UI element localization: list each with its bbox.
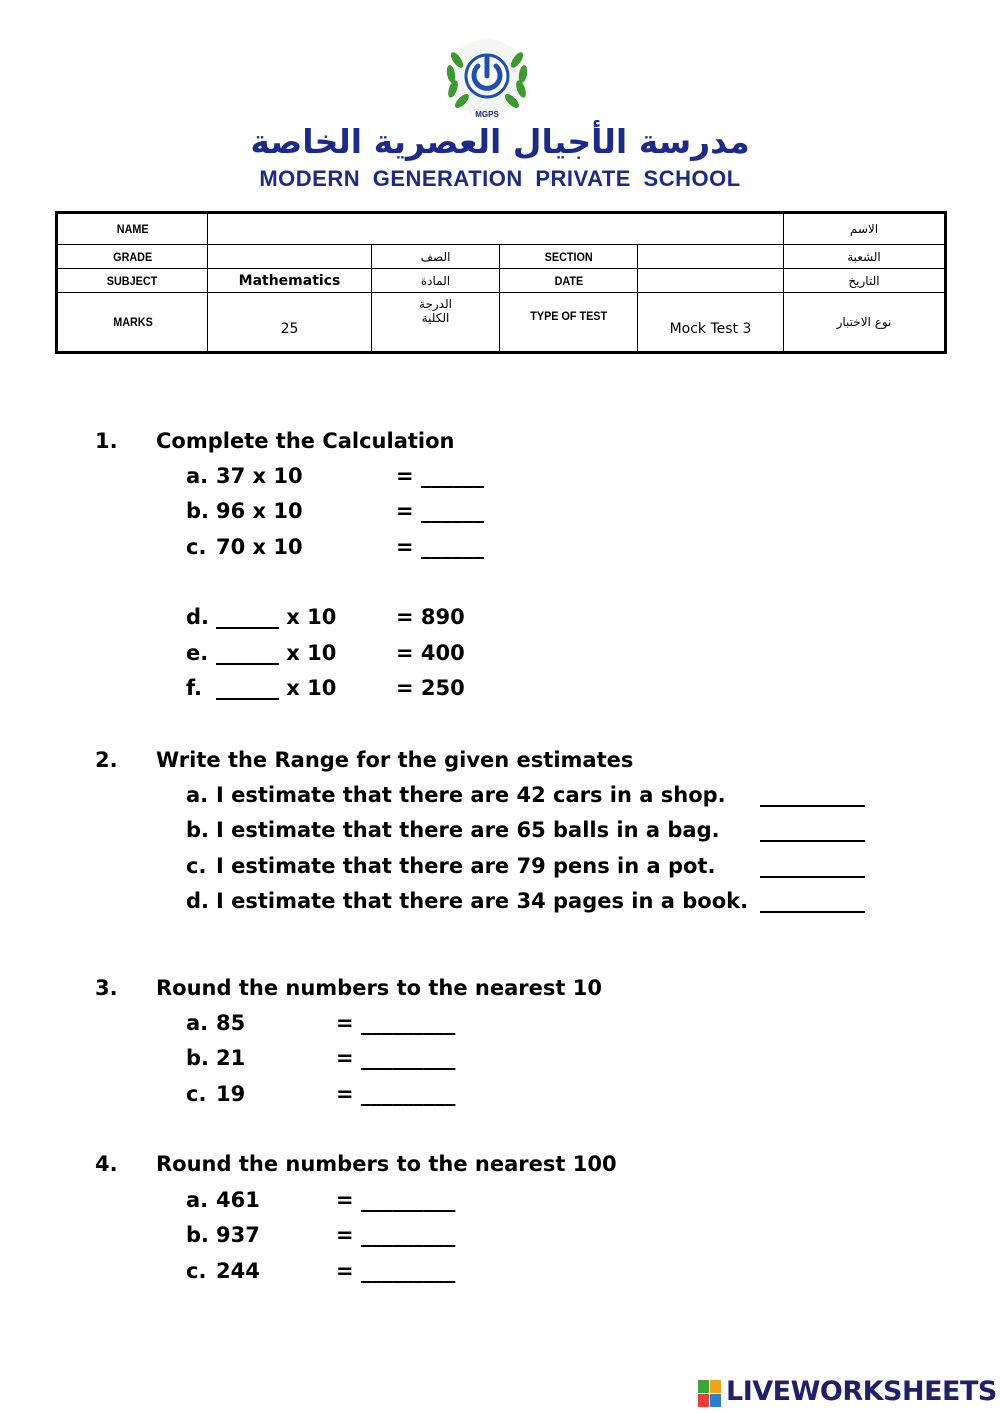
item-text: I estimate that there are 34 pages in a book.: [216, 889, 749, 913]
name-label-cell: NAME: [57, 213, 208, 245]
item-text: 461: [216, 1188, 260, 1212]
total-label-ar-cell: الدرجة الكلية: [372, 293, 500, 353]
section-label-ar-cell: الشعبة: [784, 245, 946, 269]
answer-blank[interactable]: = ______: [396, 499, 484, 523]
date-label-cell: DATE: [500, 269, 638, 293]
answer-blank[interactable]: = ______: [396, 535, 484, 559]
item-result: = 250: [396, 676, 465, 700]
school-name-arabic: مدرسة الأجيال العصرية الخاصة: [250, 122, 750, 161]
answer-blank[interactable]: = _________: [336, 1259, 456, 1283]
item-text: I estimate that there are 42 cars in a shop.: [216, 783, 726, 807]
answer-blank[interactable]: = _________: [336, 1188, 456, 1212]
item-letter: c.: [186, 1082, 207, 1106]
item-text: 85: [216, 1011, 246, 1035]
marks-label-cell: MARKS: [57, 293, 208, 353]
answer-blank[interactable]: = _________: [336, 1223, 456, 1247]
logo-caption: MGPS: [475, 110, 499, 119]
item-text: 70 x 10: [216, 535, 303, 559]
date-label-ar-cell: التاريخ: [784, 269, 946, 293]
item-text: I estimate that there are 79 pens in a pot.: [216, 854, 716, 878]
marks-value-cell: 25: [208, 293, 372, 353]
subject-label-ar-cell: المادة: [372, 269, 500, 293]
answer-blank[interactable]: = _________: [336, 1082, 456, 1106]
answer-blank[interactable]: __________: [760, 854, 865, 878]
school-name-english: MODERN GENERATION PRIVATE SCHOOL: [259, 166, 741, 191]
grade-field[interactable]: [208, 245, 372, 269]
liveworksheets-brand[interactable]: LIVEWORKSHEETS: [726, 1376, 997, 1407]
item-result: = 400: [396, 641, 465, 665]
question-number: 4.: [95, 1152, 118, 1176]
item-letter: c.: [186, 1259, 207, 1283]
item-letter: b.: [186, 818, 210, 842]
item-text: 19: [216, 1082, 246, 1106]
question-number: 3.: [95, 976, 118, 1000]
type-label-ar-cell: نوع الاختبار: [784, 293, 946, 353]
question-number: 1.: [95, 429, 118, 453]
subject-label-cell: SUBJECT: [57, 269, 208, 293]
item-result: = 890: [396, 605, 465, 629]
question-number: 2.: [95, 748, 118, 772]
question-title: Round the numbers to the nearest 10: [156, 976, 602, 1000]
grade-label-ar-cell: الصف: [372, 245, 500, 269]
answer-blank[interactable]: __________: [760, 783, 865, 807]
item-text: 96 x 10: [216, 499, 303, 523]
type-label-cell: TYPE OF TEST: [500, 293, 638, 353]
item-letter: a.: [186, 1188, 209, 1212]
answer-blank[interactable]: = ______: [396, 464, 484, 488]
student-info-table: [55, 211, 947, 354]
item-letter: c.: [186, 535, 207, 559]
item-letter: a.: [186, 464, 209, 488]
item-text-blank[interactable]: ______ x 10: [216, 641, 337, 665]
item-letter: b.: [186, 1046, 210, 1070]
item-letter: e.: [186, 641, 209, 665]
subject-value-cell: Mathematics: [208, 269, 372, 293]
section-label-cell: SECTION: [500, 245, 638, 269]
item-text: 244: [216, 1259, 260, 1283]
item-letter: d.: [186, 889, 210, 913]
item-text: 37 x 10: [216, 464, 303, 488]
item-letter: c.: [186, 854, 207, 878]
item-text: 937: [216, 1223, 260, 1247]
type-value-cell: Mock Test 3: [638, 293, 784, 353]
item-text: I estimate that there are 65 balls in a bag.: [216, 818, 720, 842]
liveworksheets-logo-icon: [698, 1380, 722, 1408]
answer-blank[interactable]: = _________: [336, 1011, 456, 1035]
item-letter: a.: [186, 1011, 209, 1035]
question-title: Write the Range for the given estimates: [156, 748, 634, 772]
name-field[interactable]: [208, 213, 784, 245]
item-letter: b.: [186, 499, 210, 523]
item-text-blank[interactable]: ______ x 10: [216, 605, 337, 629]
question-title: Round the numbers to the nearest 100: [156, 1152, 617, 1176]
answer-blank[interactable]: __________: [760, 818, 865, 842]
school-logo: [441, 38, 533, 122]
section-field[interactable]: [638, 245, 784, 269]
date-field[interactable]: [638, 269, 784, 293]
name-label-ar-cell: الاسم: [784, 213, 946, 245]
question-title: Complete the Calculation: [156, 429, 455, 453]
item-letter: a.: [186, 783, 209, 807]
answer-blank[interactable]: __________: [760, 889, 865, 913]
answer-blank[interactable]: = _________: [336, 1046, 456, 1070]
item-text-blank[interactable]: ______ x 10: [216, 676, 337, 700]
item-letter: d.: [186, 605, 210, 629]
item-letter: f.: [186, 676, 202, 700]
item-text: 21: [216, 1046, 246, 1070]
grade-label-cell: GRADE: [57, 245, 208, 269]
item-letter: b.: [186, 1223, 210, 1247]
